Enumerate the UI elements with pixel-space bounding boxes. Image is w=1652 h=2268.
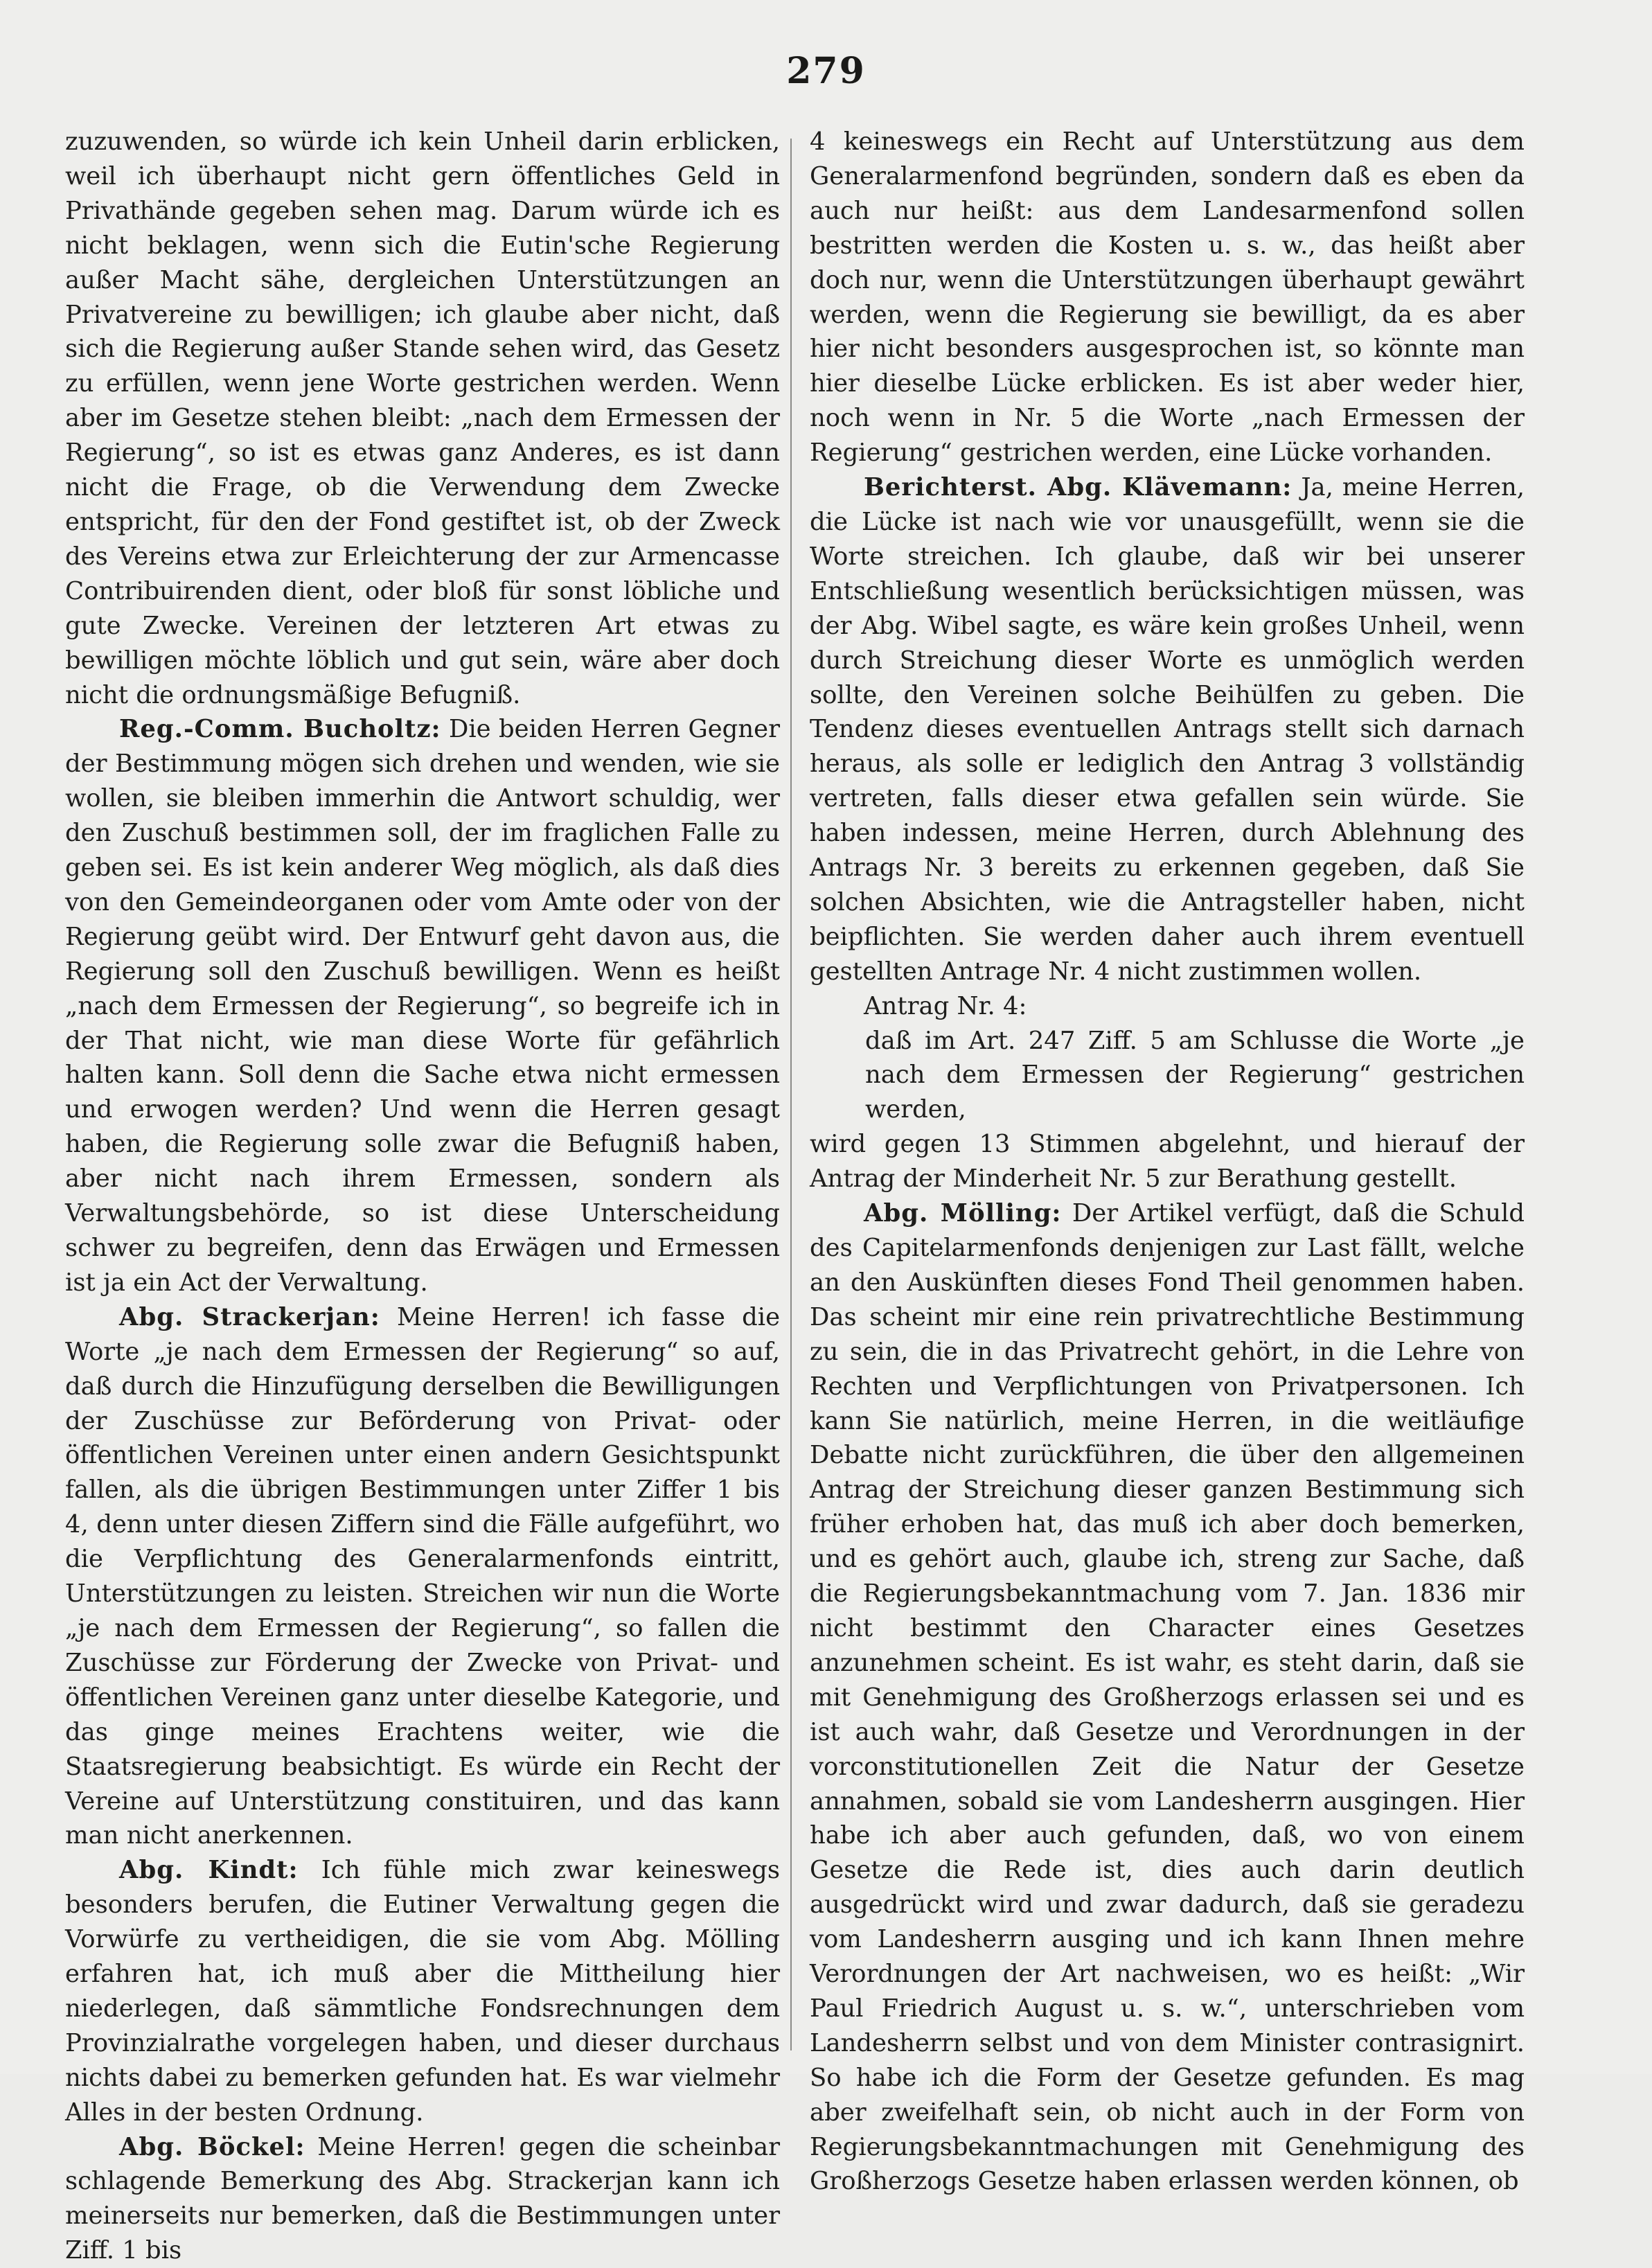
paragraph-text: Die beiden Herren Gegner der Bestimmung mögen sich drehen und wenden, wie sie wollen, sie bleiben immerhin die Antwort schuldig, wer den Zuschuß bestimmen soll, der im fraglichen Falle zu geben sei. Es ist kein anderer Weg möglich, als daß dies von den Gemeindeorganen oder vom Amte oder von der Regierung geübt wird. Der Entwurf geht davon aus, die Regierung soll den Zuschuß bewilligen. Wenn es heißt „nach dem Ermessen der Regierung“, so begreife ich in der That nicht, wie man diese Worte für gefährlich halten kann. Soll denn die Sache etwa nicht ermessen und erwogen werden? Und wenn die Herren gesagt haben, die Regierung solle zwar die Befugniß haben, aber nicht nach ihrem Ermessen, sondern als Verwaltungsbehörde, so ist diese Unterscheidung schwer zu begreifen, denn das Erwägen und Ermessen ist ja ein Act der Verwaltung. <box>65 715 780 1297</box>
column-divider <box>790 139 792 2050</box>
page-number: 279 <box>786 50 866 92</box>
paragraph <box>65 125 780 712</box>
paragraph-text: Der Artikel verfügt, daß die Schuld des Capitelarmenfonds denjenigen zur Last fällt, welche an den Auskünften dieses Fond Theil genommen haben. Das scheint mir eine rein privatrechtliche Bestimmung zu sein, die in das Privatrecht gehört, in die Lehre von Rechten und Verpflichtungen von Privatpersonen. Ich kann Sie natürlich, meine Herren, in die weitläufige Debatte nicht zurückführen, die über den allgemeinen Antrag der Streichung dieser ganzen Bestimmung sich früher erhoben hat, das muß ich aber doch bemerken, und es gehört auch, glaube ich, streng zur Sache, daß die Regierungsbekanntmachung vom 7. Jan. 1836 mir nicht bestimmt den Character eines Gesetzes anzunehmen scheint. Es ist wahr, es steht darin, daß sie mit Genehmigung des Großherzogs erlassen sei und es ist auch wahr, daß Gesetze und Verordnungen in der vorconstitutionellen Zeit die Natur der Gesetze annahmen, sobald sie vom Landesherrn ausgingen. Hier habe ich aber auch gefunden, daß, wo von einem Gesetze die Rede ist, dies auch darin deutlich ausgedrückt wird und zwar dadurch, daß sie geradezu vom Landesherrn ausging und ich kann Ihnen mehre Verordnungen der Art nachweisen, wo es heißt: „Wir Paul Friedrich August u. s. w.“, unterschrieben vom Landesherrn selbst und von dem Minister contrasignirt. So habe ich die Form der Gesetze gefunden. Es mag aber zweifelhaft sein, ob nicht auch in der Form von Regierungsbekanntmachungen mit Genehmigung des Großherzogs Gesetze haben erlassen werden können, ob <box>810 1199 1525 2196</box>
paragraph <box>65 1853 780 2129</box>
paragraph-text: Ja, meine Herren, die Lücke ist nach wie vor unausgefüllt, wenn sie die Worte streichen. Ich glaube, daß wir bei unserer Entschließung wesentlich berücksichtigen müssen, was der Abg. Wibel sagte, es wäre kein großes Unheil, wenn durch Streichung dieser Worte es unmöglich werden sollte, den Vereinen solche Beihülfen zu geben. Die Tendenz dieses eventuellen Antrags stellt sich darnach heraus, als solle er lediglich den Antrag 3 vollständig vertreten, falls dieser etwa gefallen sein würde. Sie haben indessen, meine Herren, durch Ablehnung des Antrags Nr. 3 bereits zu erkennen gegeben, daß Sie solchen Absichten, wie die Antragsteller haben, nicht beipflichten. Sie werden daher auch ihrem eventuell gestellten Antrage Nr. 4 nicht zustimmen wollen. <box>810 473 1525 986</box>
left-column <box>65 125 780 2268</box>
speaker-name: Abg. Mölling: <box>864 1199 1062 1228</box>
motion-title <box>810 989 1525 1024</box>
right-column <box>810 125 1525 2199</box>
paragraph-text: Ich fühle mich zwar keineswegs besonders berufen, die Eutiner Verwaltung gegen die Vorwürfe zu vertheidigen, die sie vom Abg. Mölling erfahren hat, ich muß aber die Mittheilung hier niederlegen, daß sämmtliche Fondsrechnungen dem Provinzialrathe vorgelegen haben, und dieser durchaus nichts dabei zu bemerken gefunden hat. Es war vielmehr Alles in der besten Ordnung. <box>65 1856 780 2127</box>
paragraph <box>65 1300 780 1854</box>
paragraph-text: 4 keineswegs ein Recht auf Unterstützung aus dem Generalarmenfond begründen, sondern daß es eben da auch nur heißt: aus dem Landesarmenfond sollen bestritten werden die Kosten u. s. w., das heißt aber doch nur, wenn die Unterstützungen überhaupt gewährt werden, wenn die Regierung sie bewilligt, da es aber hier nicht besonders ausgesprochen ist, so könnte man hier dieselbe Lücke erblicken. Es ist aber weder hier, noch wenn in Nr. 5 die Worte „nach Ermessen der Regierung“ gestrichen werden, eine Lücke vorhanden. <box>810 127 1525 468</box>
paragraph <box>810 125 1525 470</box>
speaker-name: Reg.-Comm. Bucholtz: <box>119 715 441 744</box>
motion-title-text: Antrag Nr. 4: <box>864 991 1027 1020</box>
paragraph-text: Meine Herren! gegen die scheinbar schlagende Bemerkung des Abg. Strackerjan kann ich meinerseits nur bemerken, daß die Bestimmungen unter Ziff. 1 bis <box>65 2132 780 2265</box>
speaker-name: Abg. Strackerjan: <box>119 1302 380 1331</box>
speaker-name: Abg. Kindt: <box>119 1856 299 1885</box>
paragraph-text: Meine Herren! ich fasse die Worte „je nach dem Ermessen der Regierung“ so auf, daß durch die Hinzufügung derselben die Bewilligungen der Zuschüsse zur Beförderung von Privat- oder öffentlichen Vereinen unter einen andern Gesichtspunkt fallen, als die übrigen Bestimmungen unter Ziffer 1 bis 4, denn unter diesen Ziffern sind die Fälle aufgeführt, wo die Verpflichtung des Generalarmenfonds eintritt, Unterstützungen zu leisten. Streichen wir nun die Worte „je nach dem Ermessen der Regierung“, so fallen die Zuschüsse zur Förderung der Zwecke von Privat- und öffentlichen Vereinen ganz unter dieselbe Kategorie, und das ginge meines Erachtens weiter, wie die Staatsregierung beabsichtigt. Es würde ein Recht der Vereine auf Unterstützung constituiren, und das kann man nicht anerkennen. <box>65 1302 781 1850</box>
motion-text <box>810 1024 1525 1128</box>
paragraph-text: daß im Art. 247 Ziff. 5 am Schlusse die Worte „je nach dem Ermessen der Regierung“ gestrichen werden, <box>865 1026 1525 1124</box>
paragraph <box>810 1127 1525 1196</box>
paragraph-text: zuzuwenden, so würde ich kein Unheil darin erblicken, weil ich überhaupt nicht gern öffentliches Geld in Privathände gegeben sehen mag. Darum würde ich es nicht beklagen, wenn sich die Eutin'sche Regierung außer Macht sähe, dergleichen Unterstützungen an Privatvereine zu bewilligen; ich glaube aber nicht, daß sich die Regierung außer Stande sehen wird, das Gesetz zu erfüllen, wenn jene Worte gestrichen werden. Wenn aber im Gesetze stehen bleibt: „nach dem Ermessen der Regierung“, so ist es etwas ganz Anderes, es ist dann nicht die Frage, ob die Verwendung dem Zwecke entspricht, für den der Fond gestiftet ist, ob der Zweck des Vereins etwa zur Erleichterung der zur Armencasse Contribuirenden dient, oder bloß für sonst löbliche und gute Zwecke. Vereinen der letzteren Art etwas zu bewilligen möchte löblich und gut sein, wäre aber doch nicht die ordnungsmäßige Befugniß. <box>65 127 780 709</box>
speaker-name: Berichterst. Abg. Klävemann: <box>864 473 1293 502</box>
paragraph <box>810 1196 1525 2199</box>
paragraph <box>65 712 780 1300</box>
speaker-name: Abg. Böckel: <box>119 2132 305 2161</box>
paragraph <box>65 2130 780 2268</box>
paragraph <box>810 470 1525 989</box>
paragraph-text: wird gegen 13 Stimmen abgelehnt, und hierauf der Antrag der Minderheit Nr. 5 zur Berathung gestellt. <box>810 1130 1525 1194</box>
